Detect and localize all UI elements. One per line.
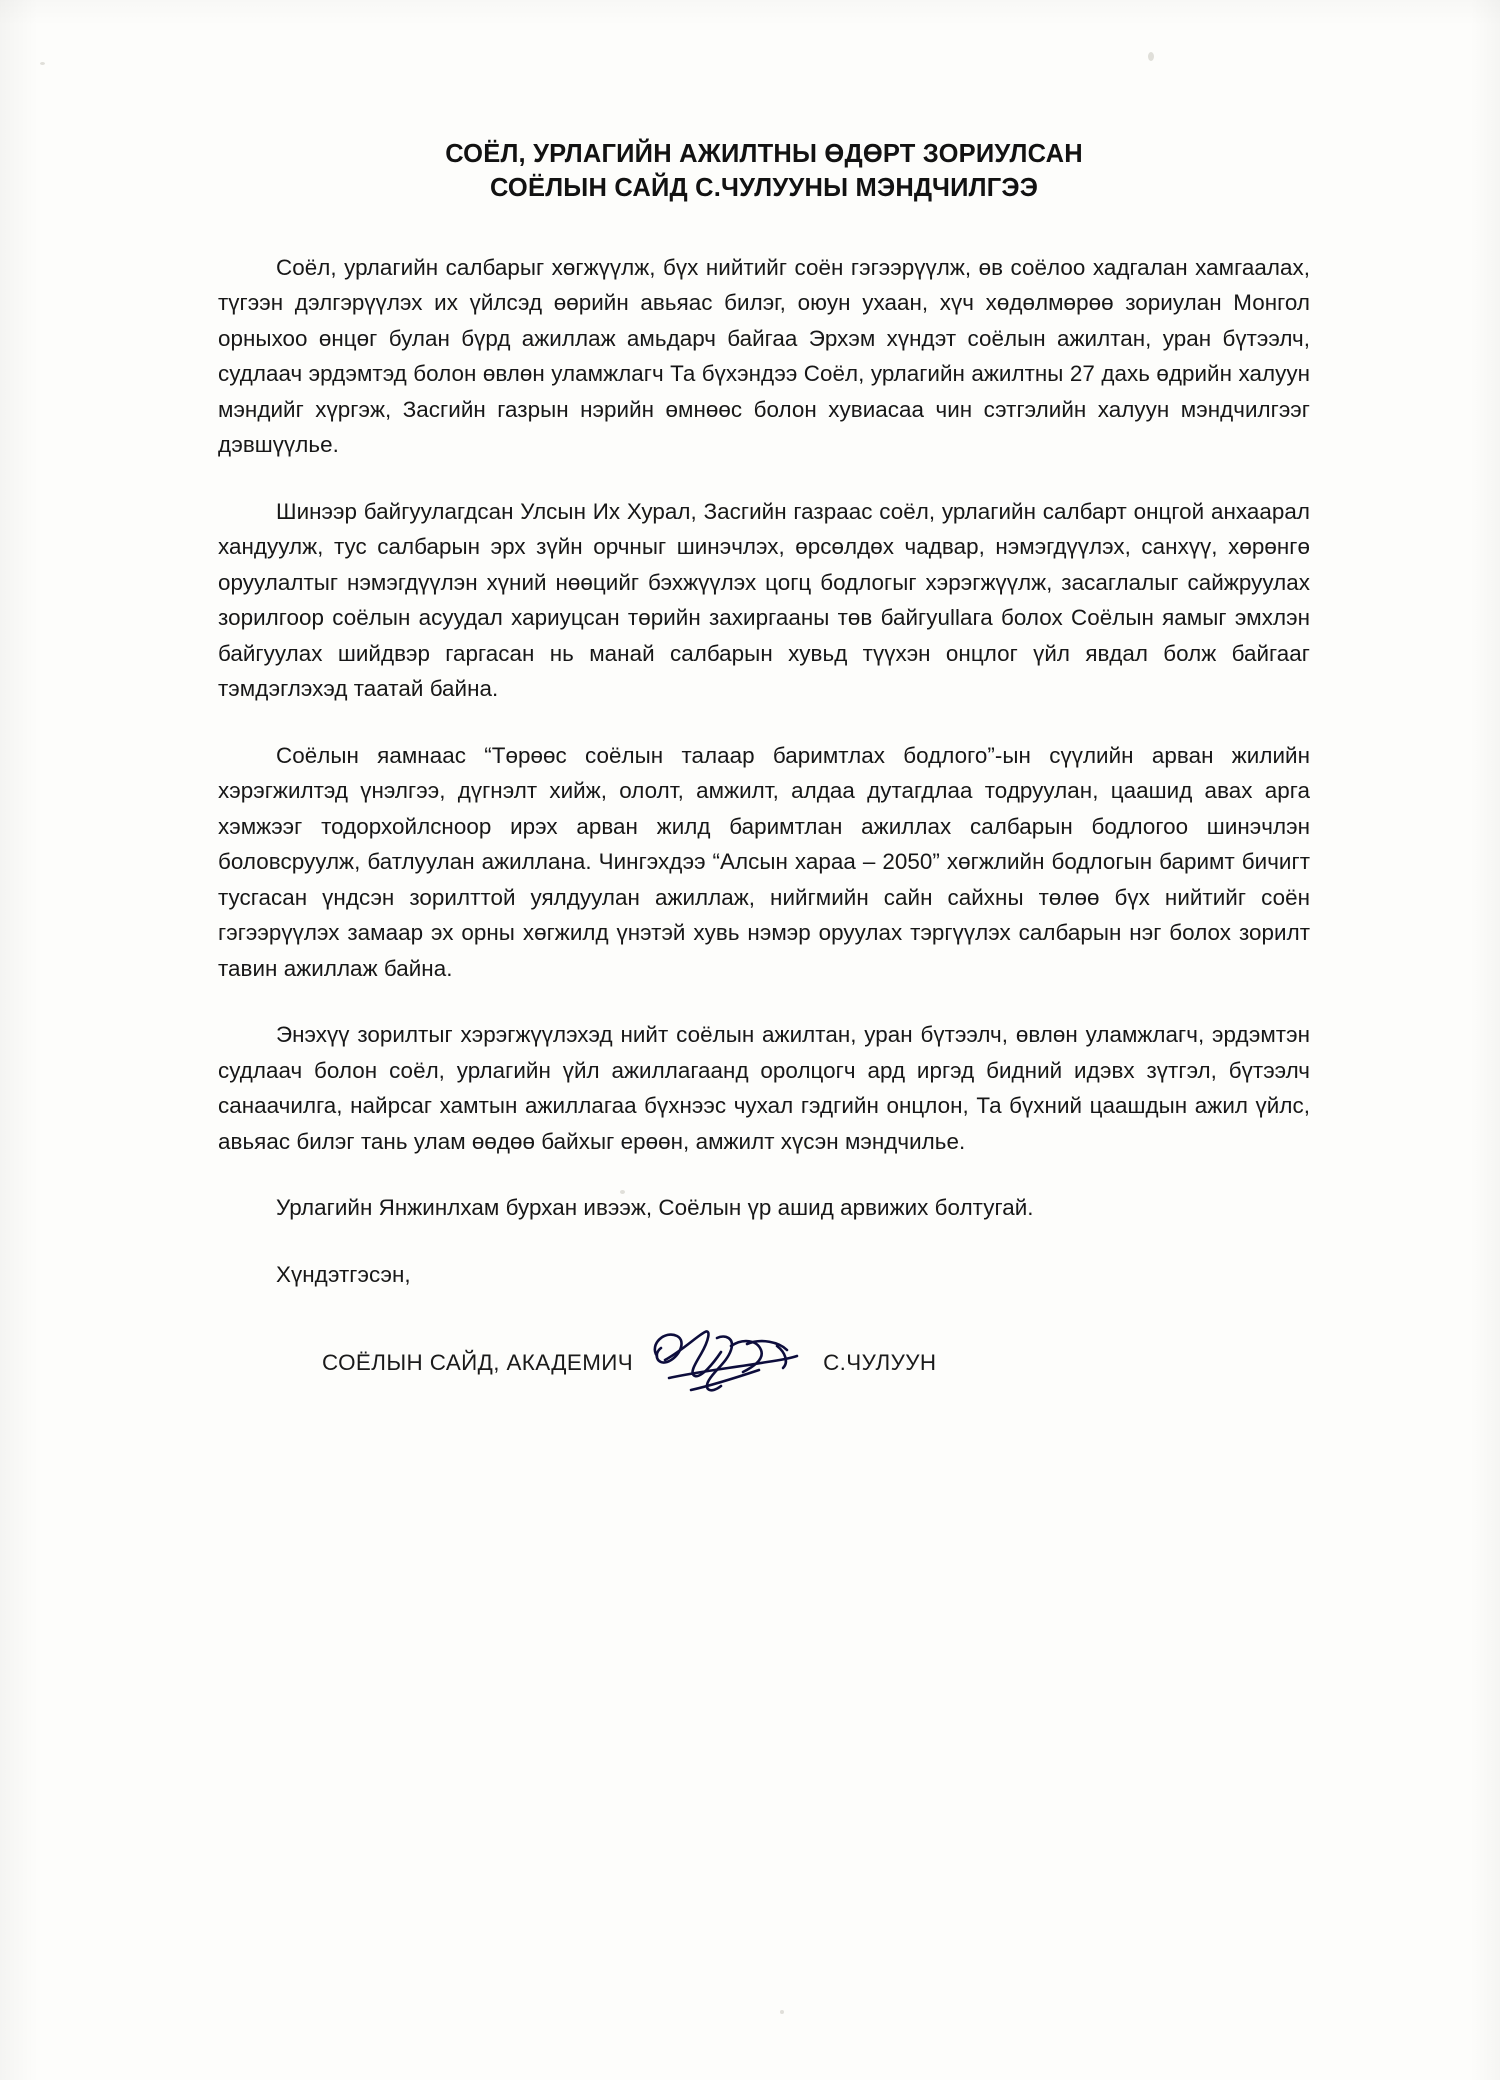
paragraph-1: Соёл, урлагийн салбарыг хөгжүүлж, бүх нийтийг соён гэгээрүүлж, өв соёлоо хадгалан хамгаалах, түгээн дэлгэрүүлэх их үйлсэд өөрийн авьяас билэг, оюун ухаан, хүч хөдөлмөрөө зориулан Монгол орныхоо өнцөг булан бүрд ажиллаж амьдарч байгаа Эрхэм хүндэт соёлын ажилтан, уран бүтээлч, судлаач эрдэмтэд болон өвлөн уламжлагч Та бүхэндээ Соёл, урлагийн ажилтны 27 дахь өдрийн халуун мэндийг хүргэж, Засгийн газрын нэрийн өмнөөс болон хувиасаа чин сэтгэлийн халуун мэндчилгээг дэвшүүлье. — [218, 254, 1310, 458]
paragraph-2: Шинээр байгуулагдсан Улсын Их Хурал, Засгийн газраас соёл, урлагийн салбарт онцгой анхаарал хандуулж, тус салбарын эрх зүйн орчныг шинэчлэх, өрсөлдөх чадвар, нэмэгдүүлэх, санхүү, хөрөнгө оруулалтыг нэмэгдүүлэн хүний нөөцийг бэхжүүлэх цогц бодлогыг хэрэгжүүлж, засаглалыг сайжруулах зорилгоор соёлын асуудал хариуцсан төрийн захиргааны төв байгуullага болох Соёлын яамыг эмхлэн байгуулах шийдвэр гаргасан нь манай салбарын хувьд түүхэн онцлог үйл явдал болж байгааг тэмдэглэхэд таатай байна. — [218, 498, 1310, 702]
closing-line: Хүндэтгэсэн, — [276, 1261, 411, 1287]
signature-block — [218, 1326, 1310, 1400]
paragraph-3: Соёлын яамнаас “Төрөөс соёлын талаар баримтлах бодлого”-ын сүүлийн арван жилийн хэрэгжилтэд үнэлгээ, дүгнэлт хийж, ололт, амжилт, алдаа дутагдлаа тодруулан, цаашид авах арга хэмжээг тодорхойлсноор ирэх арван жилд баримтлан ажиллах салбарын бодлогоо шинэчлэн боловсруулж, батлуулан ажиллана. Чингэхдээ “Алсын хараа – 2050” хөгжлийн бодлогын баримт бичигт тусгасан үндсэн зорилттой уялдуулан ажиллаж, нийгмийн сайн сайхны төлөө бүх нийтийг соён гэгээрүүлэх замаар эх орны хөгжилд үнэтэй хувь нэмэр оруулах тэргүүлэх салбарын нэг болох зорилт тавин ажиллаж байна. — [218, 742, 1310, 981]
paragraph-4: Энэхүү зорилтыг хэрэгжүүлэхэд нийт соёлын ажилтан, уран бүтээлч, өвлөн уламжлагч, эрдэмтэн судлаач болон соёл, урлагийн үйл ажиллагаанд оролцогч ард иргэд бидний идэвх зүтгэл, бүтээлч санаачилга, найрсаг хамтын ажиллагаа бүхнээс чухал гэдгийн онцлон, Та бүхний цаашдын ажил үйлс, авьяас билэг тань улам өөдөө байхыг ерөөн, амжилт хүсэн мэндчилье. — [218, 1022, 1310, 1154]
blessing-line: Урлагийн Янжинлхам бурхан ивээж, Соёлын үр ашид арвижих болтугай. — [276, 1195, 1034, 1221]
scan-speck — [40, 62, 45, 65]
scan-speck — [1148, 52, 1154, 61]
page-title — [218, 138, 1310, 206]
document-body — [218, 138, 1310, 1400]
letter-text — [218, 250, 1310, 1401]
signature-title: СОЁЛЫН САЙД, АКАДЕМИЧ — [322, 1350, 634, 1376]
handwritten-signature-icon — [645, 1328, 815, 1398]
page-title-line-1: СОЁЛ, УРЛАГИЙН АЖИЛТНЫ ӨДӨРТ ЗОРИУЛСАН — [445, 140, 1083, 168]
page-title-line-2: СОЁЛЫН САЙД С.ЧУЛУУНЫ МЭНДЧИЛГЭЭ — [489, 173, 1039, 202]
scan-speck — [780, 2010, 784, 2014]
signature-name: С.ЧУЛУУН — [823, 1350, 937, 1376]
